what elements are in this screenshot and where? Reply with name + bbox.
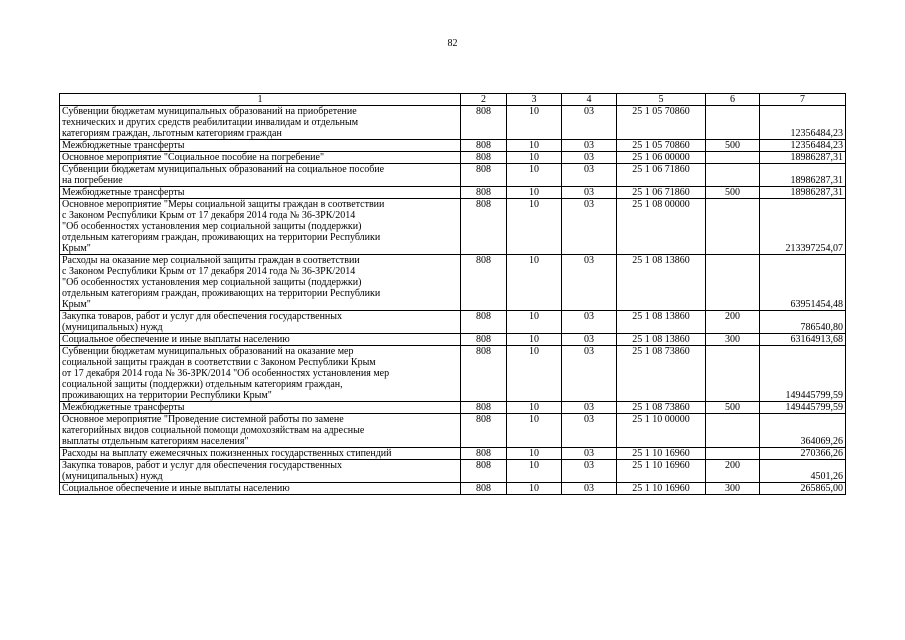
ministry-code-cell: 808 xyxy=(461,483,507,495)
section-code-cell: 10 xyxy=(507,311,562,334)
amount-cell: 18986287,31 xyxy=(760,164,846,187)
ministry-code-cell: 808 xyxy=(461,346,507,402)
target-article-cell: 25 1 10 16960 xyxy=(617,460,706,483)
ministry-code-cell: 808 xyxy=(461,199,507,255)
ministry-code-cell: 808 xyxy=(461,187,507,199)
subsection-code-cell: 03 xyxy=(562,164,617,187)
target-article-cell: 25 1 05 70860 xyxy=(617,106,706,140)
ministry-code-cell: 808 xyxy=(461,460,507,483)
expense-type-cell xyxy=(706,255,760,311)
table-row xyxy=(60,414,846,448)
section-code-cell: 10 xyxy=(507,346,562,402)
table-row xyxy=(60,448,846,460)
amount-cell: 63164913,68 xyxy=(760,334,846,346)
budget-table xyxy=(59,93,846,495)
table-row xyxy=(60,402,846,414)
section-code-cell: 10 xyxy=(507,255,562,311)
expense-type-cell xyxy=(706,106,760,140)
expense-type-cell xyxy=(706,448,760,460)
subsection-code-cell: 03 xyxy=(562,311,617,334)
amount-cell: 364069,26 xyxy=(760,414,846,448)
expense-type-cell: 500 xyxy=(706,140,760,152)
column-header: 2 xyxy=(461,94,507,106)
section-code-cell: 10 xyxy=(507,164,562,187)
column-header: 4 xyxy=(562,94,617,106)
subsection-code-cell: 03 xyxy=(562,255,617,311)
table-row xyxy=(60,346,846,402)
section-code-cell: 10 xyxy=(507,152,562,164)
target-article-cell: 25 1 08 13860 xyxy=(617,334,706,346)
section-code-cell: 10 xyxy=(507,140,562,152)
ministry-code-cell: 808 xyxy=(461,164,507,187)
table-row xyxy=(60,164,846,187)
expense-type-cell: 300 xyxy=(706,334,760,346)
expense-type-cell xyxy=(706,414,760,448)
ministry-code-cell: 808 xyxy=(461,152,507,164)
ministry-code-cell: 808 xyxy=(461,311,507,334)
amount-cell: 12356484,23 xyxy=(760,140,846,152)
expense-name-cell: Субвенции бюджетам муниципальных образований на социальное пособие на погребение xyxy=(60,164,461,187)
table-row xyxy=(60,187,846,199)
column-header: 5 xyxy=(617,94,706,106)
target-article-cell: 25 1 06 00000 xyxy=(617,152,706,164)
target-article-cell: 25 1 08 73860 xyxy=(617,402,706,414)
subsection-code-cell: 03 xyxy=(562,334,617,346)
section-code-cell: 10 xyxy=(507,199,562,255)
expense-type-cell: 300 xyxy=(706,483,760,495)
ministry-code-cell: 808 xyxy=(461,334,507,346)
section-code-cell: 10 xyxy=(507,106,562,140)
target-article-cell: 25 1 08 13860 xyxy=(617,311,706,334)
amount-cell: 63951454,48 xyxy=(760,255,846,311)
subsection-code-cell: 03 xyxy=(562,106,617,140)
section-code-cell: 10 xyxy=(507,414,562,448)
expense-name-cell: Основное мероприятие "Социальное пособие на погребение" xyxy=(60,152,461,164)
expense-type-cell xyxy=(706,346,760,402)
expense-name-cell: Межбюджетные трансферты xyxy=(60,402,461,414)
section-code-cell: 10 xyxy=(507,402,562,414)
ministry-code-cell: 808 xyxy=(461,106,507,140)
subsection-code-cell: 03 xyxy=(562,460,617,483)
ministry-code-cell: 808 xyxy=(461,402,507,414)
ministry-code-cell: 808 xyxy=(461,255,507,311)
subsection-code-cell: 03 xyxy=(562,448,617,460)
expense-type-cell xyxy=(706,152,760,164)
section-code-cell: 10 xyxy=(507,187,562,199)
expense-name-cell: Социальное обеспечение и иные выплаты населению xyxy=(60,483,461,495)
expense-type-cell xyxy=(706,164,760,187)
expense-type-cell xyxy=(706,199,760,255)
expense-name-cell: Субвенции бюджетам муниципальных образований на оказание мер социальной защиты граждан в соответствии с Законом Республики Крым от 17 декабря 2014 года № 36-ЗРК/2014 "Об особенностях установления мер социальной защиты (поддержки) отдельным категориям граждан, проживающих на территории Республики Крым" xyxy=(60,346,461,402)
expense-type-cell: 500 xyxy=(706,187,760,199)
target-article-cell: 25 1 05 70860 xyxy=(617,140,706,152)
subsection-code-cell: 03 xyxy=(562,483,617,495)
table-row xyxy=(60,483,846,495)
expense-name-cell: Основное мероприятие "Меры социальной защиты граждан в соответствии с Законом Республики Крым от 17 декабря 2014 года № 36-ЗРК/2014 "Об особенностях установления мер социальной защиты (поддержки) отдельным категориям граждан, проживающих на территории Республики Крым" xyxy=(60,199,461,255)
target-article-cell: 25 1 10 00000 xyxy=(617,414,706,448)
ministry-code-cell: 808 xyxy=(461,140,507,152)
amount-cell: 270366,26 xyxy=(760,448,846,460)
subsection-code-cell: 03 xyxy=(562,152,617,164)
subsection-code-cell: 03 xyxy=(562,346,617,402)
target-article-cell: 25 1 08 00000 xyxy=(617,199,706,255)
amount-cell: 18986287,31 xyxy=(760,187,846,199)
target-article-cell: 25 1 06 71860 xyxy=(617,187,706,199)
expense-name-cell: Закупка товаров, работ и услуг для обеспечения государственных (муниципальных) нужд xyxy=(60,460,461,483)
table-row xyxy=(60,106,846,140)
expense-type-cell: 500 xyxy=(706,402,760,414)
subsection-code-cell: 03 xyxy=(562,414,617,448)
expense-name-cell: Социальное обеспечение и иные выплаты населению xyxy=(60,334,461,346)
expense-name-cell: Закупка товаров, работ и услуг для обеспечения государственных (муниципальных) нужд xyxy=(60,311,461,334)
expense-name-cell: Расходы на выплату ежемесячных пожизненных государственных стипендий xyxy=(60,448,461,460)
table-row xyxy=(60,152,846,164)
subsection-code-cell: 03 xyxy=(562,187,617,199)
section-code-cell: 10 xyxy=(507,448,562,460)
table-header-row xyxy=(60,94,846,106)
target-article-cell: 25 1 06 71860 xyxy=(617,164,706,187)
table-row xyxy=(60,199,846,255)
table-row xyxy=(60,460,846,483)
column-header: 1 xyxy=(60,94,461,106)
column-header: 3 xyxy=(507,94,562,106)
subsection-code-cell: 03 xyxy=(562,140,617,152)
amount-cell: 213397254,07 xyxy=(760,199,846,255)
section-code-cell: 10 xyxy=(507,334,562,346)
expense-name-cell: Основное мероприятие "Проведение системной работы по замене категорийных видов социальной помощи домохозяйствам на адресные выплаты отдельным категориям населения" xyxy=(60,414,461,448)
expense-type-cell: 200 xyxy=(706,460,760,483)
table-row xyxy=(60,311,846,334)
amount-cell: 4501,26 xyxy=(760,460,846,483)
amount-cell: 149445799,59 xyxy=(760,346,846,402)
target-article-cell: 25 1 08 73860 xyxy=(617,346,706,402)
expense-name-cell: Межбюджетные трансферты xyxy=(60,187,461,199)
target-article-cell: 25 1 10 16960 xyxy=(617,483,706,495)
amount-cell: 265865,00 xyxy=(760,483,846,495)
section-code-cell: 10 xyxy=(507,460,562,483)
amount-cell: 12356484,23 xyxy=(760,106,846,140)
amount-cell: 149445799,59 xyxy=(760,402,846,414)
subsection-code-cell: 03 xyxy=(562,402,617,414)
table-row xyxy=(60,140,846,152)
target-article-cell: 25 1 08 13860 xyxy=(617,255,706,311)
table-row xyxy=(60,334,846,346)
page-number: 82 xyxy=(447,38,458,49)
amount-cell: 786540,80 xyxy=(760,311,846,334)
target-article-cell: 25 1 10 16960 xyxy=(617,448,706,460)
expense-name-cell: Межбюджетные трансферты xyxy=(60,140,461,152)
expense-name-cell: Расходы на оказание мер социальной защиты граждан в соответствии с Законом Республики Крым от 17 декабря 2014 года № 36-ЗРК/2014 "Об особенностях установления мер социальной защиты (поддержки) отдельным категориям граждан, проживающих на территории Республики Крым" xyxy=(60,255,461,311)
table-row xyxy=(60,255,846,311)
subsection-code-cell: 03 xyxy=(562,199,617,255)
amount-cell: 18986287,31 xyxy=(760,152,846,164)
column-header: 7 xyxy=(760,94,846,106)
ministry-code-cell: 808 xyxy=(461,414,507,448)
ministry-code-cell: 808 xyxy=(461,448,507,460)
expense-type-cell: 200 xyxy=(706,311,760,334)
expense-name-cell: Субвенции бюджетам муниципальных образований на приобретение технических и других средств реабилитации инвалидам и отдельным категориям граждан, льготным категориям граждан xyxy=(60,106,461,140)
column-header: 6 xyxy=(706,94,760,106)
section-code-cell: 10 xyxy=(507,483,562,495)
